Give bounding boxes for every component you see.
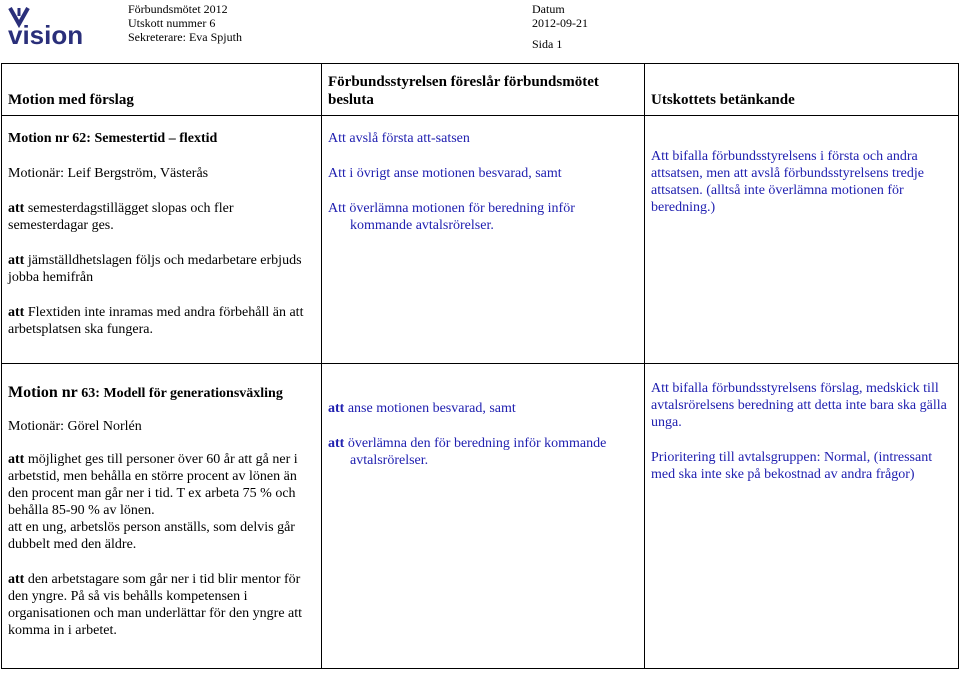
motion-cell bbox=[2, 364, 322, 669]
logo-text: vision bbox=[8, 20, 84, 48]
secretary: Sekreterare: Eva Spjuth bbox=[128, 30, 242, 44]
header-board: Förbundsstyrelsen föreslår förbundsmötet besluta bbox=[322, 64, 645, 116]
page-number: Sida 1 bbox=[532, 37, 563, 51]
motion-paragraph: att jämställdhetslagen följs och medarbetare erbjuds jobba hemifrån bbox=[8, 253, 302, 285]
vision-logo bbox=[6, 2, 106, 48]
committee-opinion: Att bifalla förbundsstyrelsens förslag, medskick till avtalsrörelsens beredning att detta inte bara ska gälla unga. bbox=[651, 381, 947, 430]
motions-table bbox=[1, 63, 959, 669]
date-info bbox=[532, 2, 588, 30]
committee-number: Utskott nummer 6 bbox=[128, 16, 216, 30]
motion-cell bbox=[2, 116, 322, 364]
document-header bbox=[0, 0, 960, 62]
motion-paragraph: att möjlighet ges till personer över 60 år att gå ner i arbetstid, men behålla en större procent av lönen än den procent man går ner i tid. T ex arbeta 75 % och behålla 85-90 % av lönen. bbox=[8, 452, 298, 518]
board-proposal: Att avslå första att-satsen bbox=[328, 131, 470, 146]
motion-paragraph: att Flextiden inte inramas med andra förbehåll än att arbetsplatsen ska fungera. bbox=[8, 305, 304, 337]
table-row bbox=[2, 364, 959, 669]
motion-author: Motionär: Görel Norlén bbox=[8, 419, 142, 434]
meeting-info bbox=[128, 2, 242, 44]
board-cell bbox=[322, 116, 645, 364]
committee-cell bbox=[645, 116, 959, 364]
board-proposal: att anse motionen besvarad, samt bbox=[328, 401, 516, 416]
committee-cell bbox=[645, 364, 959, 669]
meeting-name: Förbundsmötet 2012 bbox=[128, 2, 228, 16]
board-proposal: Att överlämna motionen för beredning inför bbox=[328, 201, 575, 216]
motion-title: Motion nr 62: Semestertid – flextid bbox=[8, 131, 218, 146]
board-proposal: att överlämna den för beredning inför kommande bbox=[328, 436, 607, 451]
date-value: 2012-09-21 bbox=[532, 16, 588, 30]
header-motion: Motion med förslag bbox=[2, 64, 322, 116]
board-cell bbox=[322, 364, 645, 669]
motion-paragraph: att den arbetstagare som går ner i tid blir mentor för den yngre. På så vis behålls kompetensen i organisationen och man underlättar för den yngre att komma in i arbetet. bbox=[8, 572, 303, 638]
header-committee: Utskottets betänkande bbox=[645, 64, 959, 116]
board-proposal: Att i övrigt anse motionen besvarad, samt bbox=[328, 166, 562, 181]
motion-paragraph: att semesterdagstillägget slopas och fler semesterdagar ges. bbox=[8, 201, 234, 233]
motion-title: Motion nr 63: Modell för generationsväxling bbox=[8, 384, 283, 401]
board-proposal-cont: avtalsrörelser. bbox=[350, 453, 429, 468]
board-proposal-cont: kommande avtalsrörelser. bbox=[350, 218, 494, 233]
committee-priority: Prioritering till avtalsgruppen: Normal, (intressant med ska inte ske på bekostnad av andra frågor) bbox=[651, 450, 933, 482]
motion-author: Motionär: Leif Bergström, Västerås bbox=[8, 166, 209, 181]
date-label: Datum bbox=[532, 2, 565, 16]
table-row bbox=[2, 116, 959, 364]
motion-paragraph: att en ung, arbetslös person anställs, som delvis går dubbelt med den äldre. bbox=[8, 520, 295, 552]
committee-opinion: Att bifalla förbundsstyrelsens i första och andra attsatsen, men att avslå förbundsstyrelsens tredje attsatsen. (alltså inte överlämna motionen för beredning.) bbox=[651, 149, 924, 215]
table-header-row bbox=[2, 64, 959, 116]
